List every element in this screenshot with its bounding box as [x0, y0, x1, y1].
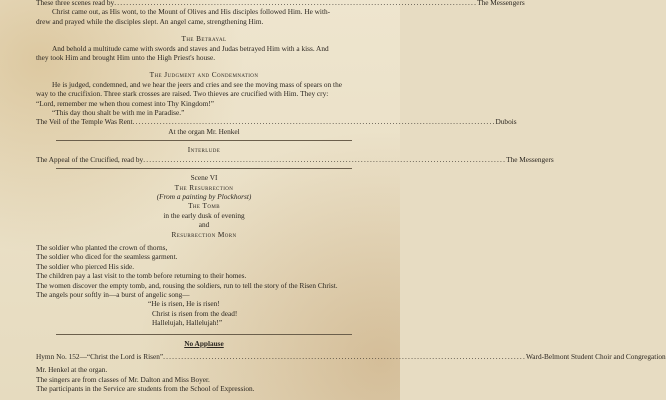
- scene-subtitle: The Resurrection: [174, 182, 234, 192]
- dot-leader: ........................................................................................................................: [114, 0, 478, 7]
- scene-line: The soldier who pierced His side.: [36, 261, 135, 271]
- paragraph-line: they took Him and brought Him unto the High Priest's house.: [36, 53, 216, 63]
- morn-heading: Resurrection Morn: [171, 229, 237, 239]
- paragraph-line: “Lord, remember me when thou comest into Thy Kingdom!”: [36, 98, 214, 108]
- divider: [56, 168, 352, 169]
- hymn-verse-line: Hallelujah, Hallelujah!”: [152, 318, 223, 328]
- scene-title: Scene VI: [190, 173, 218, 183]
- read-by-line: [36, 0, 525, 7]
- credits-line: The participants in the Service are students from the School of Expression.: [36, 384, 255, 394]
- paragraph-line: He is judged, condemned, and we hear the jeers and cries and see the moving mass of spears on the: [52, 79, 342, 89]
- divider: [56, 140, 352, 141]
- veil-line: [36, 117, 517, 127]
- hymn-verse-line: Christ is risen from the dead!: [152, 308, 238, 318]
- section-heading-interlude: Interlude: [187, 145, 221, 155]
- closing-hymn-title: Hymn No. 152—“Christ the Lord is Risen”: [36, 352, 164, 361]
- paragraph-line: “This day thou shalt be with me in Paradise.”: [52, 108, 185, 118]
- section-heading-judgment: The Judgment and Condemnation: [149, 70, 259, 80]
- no-applause-notice: No Applause: [184, 338, 224, 348]
- veil-title: The Veil of the Temple Was Rent: [36, 117, 133, 127]
- dot-leader: ........................................................................................................................: [143, 154, 507, 164]
- dot-leader: ........................................................................................................................: [132, 117, 496, 127]
- read-by-performer: The Messengers: [477, 0, 525, 7]
- appeal-label: The Appeal of the Crucified, read by: [36, 154, 144, 164]
- paragraph-line: Christ came out, as His wont, to the Mount of Olives and His disciples followed Him. He with-: [52, 7, 331, 17]
- organ-line: At the organ Mr. Henkel: [168, 126, 240, 136]
- scene-line: The soldier who planted the crown of thorns,: [36, 242, 168, 252]
- tomb-heading: The Tomb: [188, 201, 220, 211]
- credits-line: The singers are from classes of Mr. Dalton and Miss Boyer.: [36, 374, 210, 384]
- appeal-performer: The Messengers: [506, 154, 554, 164]
- closing-hymn-line: [36, 352, 666, 361]
- and-line: and: [198, 220, 210, 230]
- read-by-label: These three scenes read by: [36, 0, 115, 7]
- scene-line: The angels pour softly in—a burst of angelic song—: [36, 289, 190, 299]
- closing-hymn-performers: Ward-Belmont Student Choir and Congregation: [525, 352, 666, 361]
- dot-leader: ........................................................................................................................: [163, 352, 526, 361]
- scene-line: The women discover the empty tomb, and, rousing the soldiers, run to tell the story of the Risen Christ.: [36, 280, 338, 290]
- program-content: [36, 0, 666, 394]
- section-heading-betrayal: The Betrayal: [181, 34, 227, 44]
- paragraph-line: way to the crucifixion. Three stark crosses are raised. Two thieves are crucified with Him. They cry:: [36, 89, 329, 99]
- appeal-line: [36, 154, 554, 164]
- credits-line: Mr. Henkel at the organ.: [36, 365, 108, 375]
- dusk-line: in the early dusk of evening: [163, 210, 245, 220]
- veil-composer: Dubois: [495, 117, 517, 127]
- scene-line: The children pay a last visit to the tomb before returning to their homes.: [36, 271, 247, 281]
- scene-line: The soldier who diced for the seamless garment.: [36, 252, 178, 262]
- divider: [56, 334, 352, 335]
- paragraph-line: drew and prayed while the disciples slept. An angel came, strengthening Him.: [36, 16, 264, 26]
- hymn-verse-line: “He is risen, He is risen!: [148, 299, 220, 309]
- paragraph-line: And behold a multitude came with swords and staves and Judas betrayed Him with a kiss. And: [52, 43, 329, 53]
- painting-credit: (From a painting by Plockhorst): [156, 191, 252, 201]
